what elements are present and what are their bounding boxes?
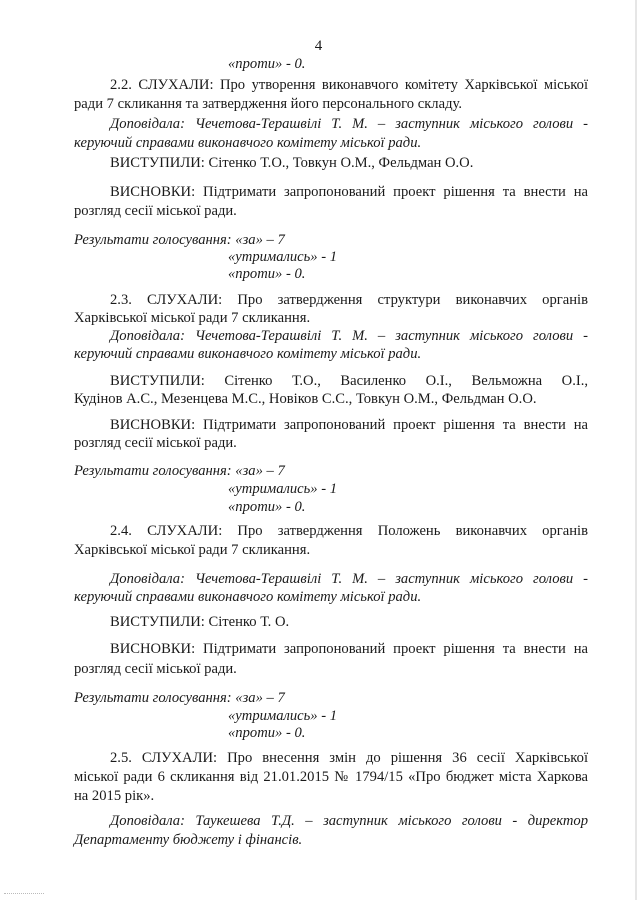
heard-2-2-line2: ради 7 скликання та затвердження його персонального складу. <box>74 96 462 112</box>
reporter-2-5-line2: Департаменту бюджету і фінансів. <box>74 832 303 848</box>
conclusions-2-2-line2: розгляд сесії міської ради. <box>74 203 237 219</box>
speakers-2-3-line2: Кудінов А.С., Мезенцева М.С., Новіков С.С., Товкун О.М., Фельдман О.О. <box>74 391 537 407</box>
vote-abstained-2-2: «утримались» - 1 <box>228 249 338 265</box>
vote-for-2-2: Результати голосування: «за» – 7 <box>74 232 285 248</box>
speakers-2-2: ВИСТУПИЛИ: Сітенко Т.О., Товкун О.М., Фельдман О.О. <box>110 155 474 171</box>
heard-2-3-line1: 2.3. СЛУХАЛИ: Про затвердження структури виконавчих органів <box>110 292 588 308</box>
vote-against-2-2: «проти» - 0. <box>228 266 306 282</box>
reporter-2-3-line2: керуючий справами виконавчого комітету міської ради. <box>74 346 422 362</box>
vote-abstained-2-4: «утримались» - 1 <box>228 708 338 724</box>
conclusions-2-3-line1: ВИСНОВКИ: Підтримати запропонований проект рішення та внести на <box>110 417 588 433</box>
conclusions-2-3-line2: розгляд сесії міської ради. <box>74 435 237 451</box>
heard-2-3-line2: Харківської міської ради 7 скликання. <box>74 310 311 326</box>
conclusions-2-4-line1: ВИСНОВКИ: Підтримати запропонований проект рішення та внести на <box>110 641 588 657</box>
vote-against-2-4: «проти» - 0. <box>228 725 306 741</box>
reporter-2-3-line1: Доповідала: Чечетова-Терашвілі Т. М. – заступник міського голови - <box>110 328 588 344</box>
conclusions-2-4-line2: розгляд сесії міської ради. <box>74 661 237 677</box>
speakers-2-3-line1: ВИСТУПИЛИ: Сітенко Т.О., Василенко О.І., Вельможна О.І., <box>110 373 588 389</box>
vote-abstained-2-3: «утримались» - 1 <box>228 481 338 497</box>
reporter-2-4-line1: Доповідала: Чечетова-Терашвілі Т. М. – заступник міського голови - <box>110 571 588 587</box>
vote-against-2-1: «проти» - 0. <box>228 56 306 72</box>
reporter-2-4-line2: керуючий справами виконавчого комітету міської ради. <box>74 589 422 605</box>
heard-2-5-line1: 2.5. СЛУХАЛИ: Про внесення змін до рішення 36 сесії Харківської <box>110 750 588 766</box>
page-number: 4 <box>314 38 323 54</box>
vote-against-2-3: «проти» - 0. <box>228 499 306 515</box>
speakers-2-4: ВИСТУПИЛИ: Сітенко Т. О. <box>110 614 290 630</box>
conclusions-2-2-line1: ВИСНОВКИ: Підтримати запропонований проект рішення та внести на <box>110 184 588 200</box>
reporter-2-2-line2: керуючий справами виконавчого комітету міської ради. <box>74 135 422 151</box>
vote-for-2-4: Результати голосування: «за» – 7 <box>74 690 285 706</box>
heard-2-4-line2: Харківської міської ради 7 скликання. <box>74 542 311 558</box>
heard-2-5-line2: міської ради 6 скликання від 21.01.2015 № 1794/15 «Про бюджет міста Харкова <box>74 769 588 785</box>
reporter-2-2-line1: Доповідала: Чечетова-Терашвілі Т. М. – заступник міського голови - <box>110 116 588 132</box>
heard-2-2-line1: 2.2. СЛУХАЛИ: Про утворення виконавчого комітету Харківської міської <box>110 77 588 93</box>
vote-for-2-3: Результати голосування: «за» – 7 <box>74 463 285 479</box>
reporter-2-5-line1: Доповідала: Таукешева Т.Д. – заступник міського голови - директор <box>110 813 588 829</box>
heard-2-4-line1: 2.4. СЛУХАЛИ: Про затвердження Положень виконавчих органів <box>110 523 588 539</box>
heard-2-5-line3: на 2015 рік». <box>74 788 155 804</box>
scan-artifact <box>4 893 44 895</box>
